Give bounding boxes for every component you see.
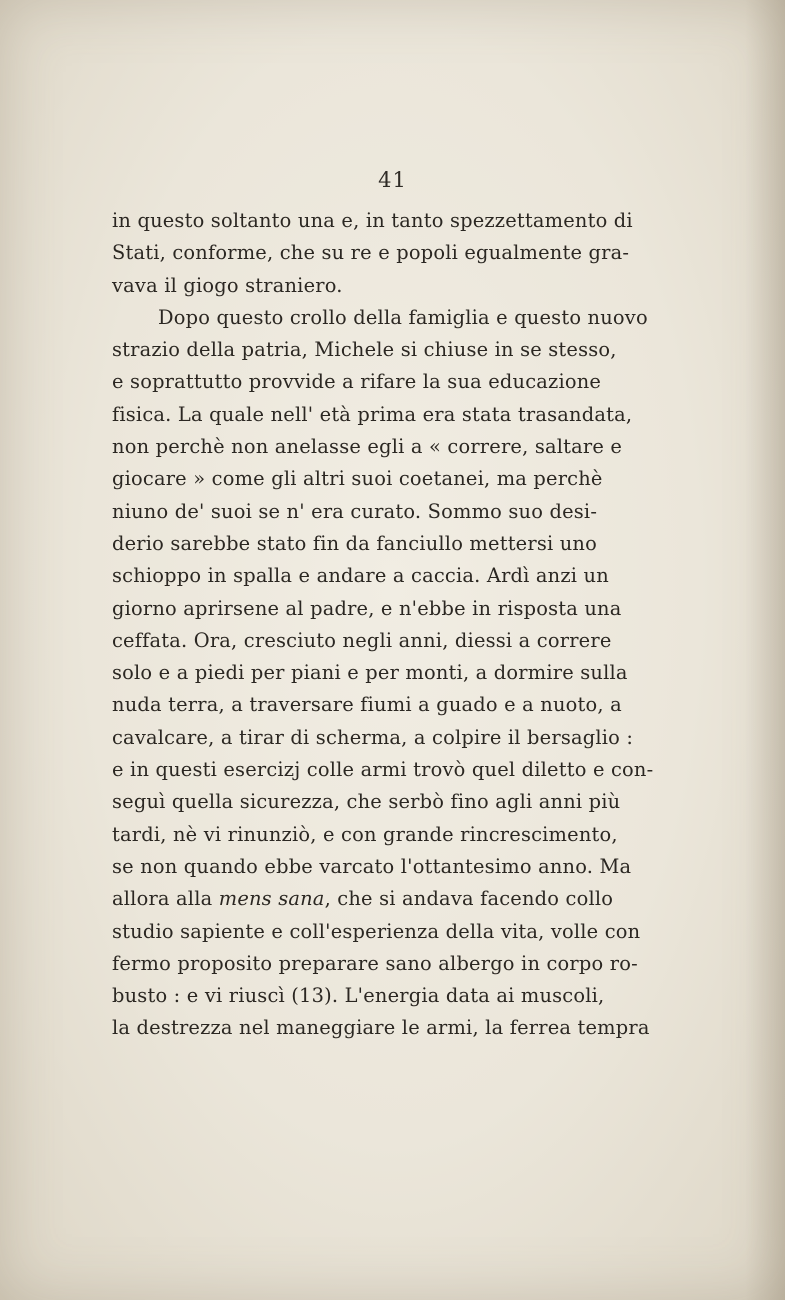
page-edge-shadow	[745, 0, 785, 1300]
text-line: studio sapiente e coll'esperienza della vita, volle con	[112, 919, 641, 943]
text-line-with-italic	[112, 883, 614, 915]
text-line: la destrezza nel maneggiare le armi, la ferrea tempra	[112, 1016, 650, 1040]
text-line: strazio della patria, Michele si chiuse in se stesso,	[112, 338, 617, 362]
text-line: giocare » come gli altri suoi coetanei, ma perchè	[112, 467, 603, 491]
text-line: fisica. La quale nell' età prima era stata trasandata,	[112, 402, 633, 426]
text-fragment: allora alla	[112, 887, 219, 911]
text-line: derio sarebbe stato fin da fanciullo mettersi uno	[112, 531, 597, 555]
text-line: seguì quella sicurezza, che serbò fino agli anni più	[112, 790, 621, 814]
body-text	[112, 205, 654, 1045]
text-line: se non quando ebbe varcato l'ottantesimo anno. Ma	[112, 854, 632, 878]
text-line: e in questi esercizj colle armi trovò quel diletto e con-	[112, 758, 654, 782]
text-line: tardi, nè vi rinunziò, e con grande rincrescimento,	[112, 822, 618, 846]
text-fragment: , che si andava facendo collo	[324, 887, 614, 911]
text-line: e soprattutto provvide a rifare la sua educazione	[112, 370, 602, 394]
text-line: ceffata. Ora, cresciuto negli anni, diessi a correre	[112, 628, 612, 652]
text-line: Stati, conforme, che su re e popoli egualmente gra-	[112, 241, 630, 265]
text-line: schioppo in spalla e andare a caccia. Ardì anzi un	[112, 564, 609, 588]
text-line: giorno aprirsene al padre, e n'ebbe in risposta una	[112, 596, 622, 620]
paragraph-start-line: Dopo questo crollo della famiglia e questo nuovo	[158, 305, 648, 329]
text-line: fermo proposito preparare sano albergo in corpo ro-	[112, 951, 638, 975]
italic-phrase: mens sana	[218, 887, 325, 911]
text-line: solo e a piedi per piani e per monti, a dormire sulla	[112, 661, 628, 685]
text-line: in questo soltanto una e, in tanto spezzettamento di	[112, 209, 633, 232]
text-line: non perchè non anelasse egli a « correre, saltare e	[112, 435, 623, 459]
text-line: busto : e vi riuscì (13). L'energia data ai muscoli,	[112, 984, 605, 1008]
text-line: niuno de' suoi se n' era curato. Sommo suo desi-	[112, 499, 598, 523]
text-line: nuda terra, a traversare fiumi a guado e a nuoto, a	[112, 693, 622, 717]
text-line: cavalcare, a tirar di scherma, a colpire il bersaglio :	[112, 725, 634, 749]
page-number: 41	[378, 168, 407, 192]
text-line: vava il giogo straniero.	[112, 273, 343, 297]
